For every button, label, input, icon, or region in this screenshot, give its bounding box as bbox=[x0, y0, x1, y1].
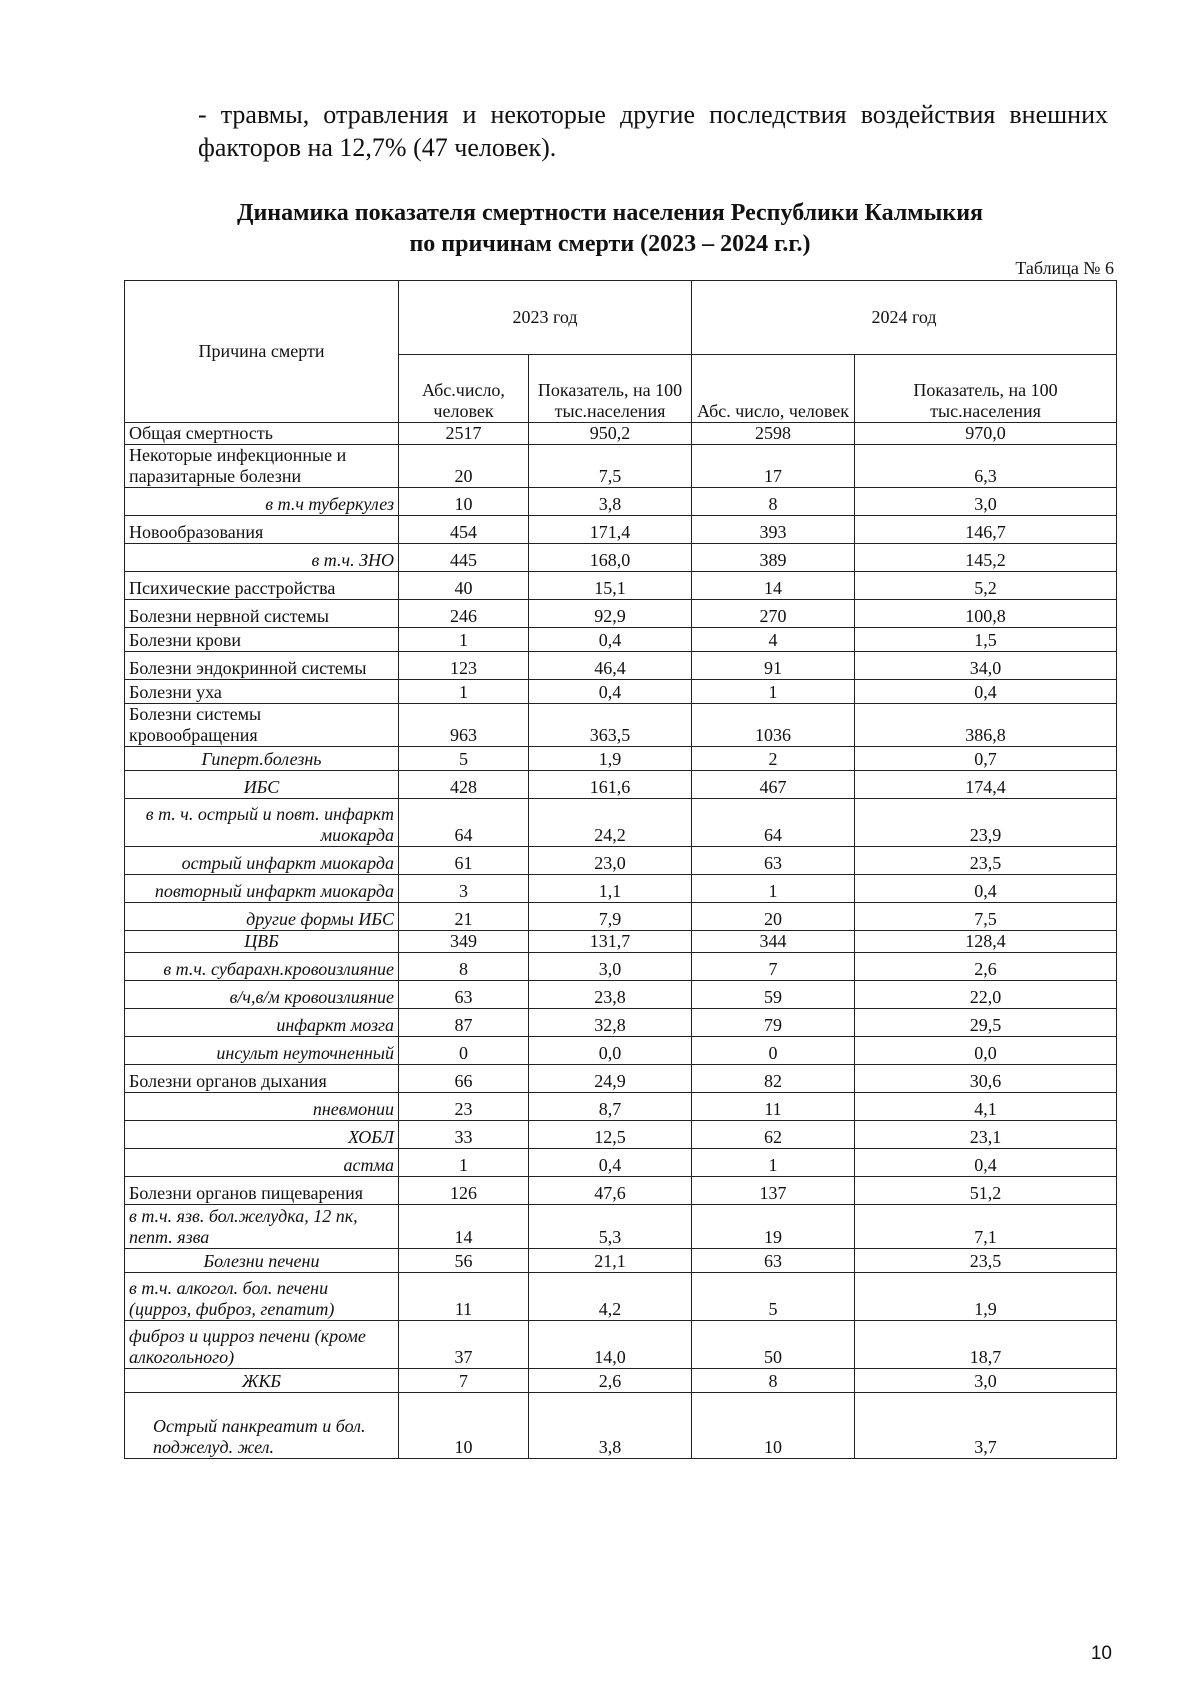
header-rate-2024: Показатель, на 100 тыс.населения bbox=[855, 355, 1117, 423]
rate-2023-cell: 3,0 bbox=[529, 953, 692, 981]
cause-name-cell: ЦВБ bbox=[125, 931, 399, 953]
abs-2023-cell: 963 bbox=[399, 704, 529, 747]
abs-2024-cell: 5 bbox=[692, 1273, 855, 1321]
table-row bbox=[125, 747, 1117, 771]
table-row bbox=[125, 445, 1117, 488]
header-abs-2023: Абс.число, человек bbox=[399, 355, 529, 423]
table-row bbox=[125, 1037, 1117, 1065]
table-row bbox=[125, 903, 1117, 931]
table-row bbox=[125, 875, 1117, 903]
rate-2023-cell: 7,9 bbox=[529, 903, 692, 931]
table-row bbox=[125, 981, 1117, 1009]
rate-2024-cell: 30,6 bbox=[855, 1065, 1117, 1093]
rate-2024-cell: 7,1 bbox=[855, 1205, 1117, 1249]
rate-2023-cell: 0,0 bbox=[529, 1037, 692, 1065]
rate-2023-cell: 0,4 bbox=[529, 1149, 692, 1177]
cause-name-cell: Некоторые инфекционные и паразитарные болезни bbox=[125, 445, 399, 488]
abs-2024-cell: 14 bbox=[692, 572, 855, 600]
rate-2023-cell: 23,0 bbox=[529, 847, 692, 875]
cause-name-cell: повторный инфаркт миокарда bbox=[125, 875, 399, 903]
abs-2024-cell: 467 bbox=[692, 771, 855, 799]
abs-2024-cell: 62 bbox=[692, 1121, 855, 1149]
abs-2023-cell: 123 bbox=[399, 652, 529, 680]
table-body bbox=[125, 423, 1117, 1459]
table-number: Таблица № 6 bbox=[1015, 258, 1114, 278]
rate-2024-cell: 23,1 bbox=[855, 1121, 1117, 1149]
abs-2024-cell: 393 bbox=[692, 516, 855, 544]
abs-2023-cell: 126 bbox=[399, 1177, 529, 1205]
table-row bbox=[125, 799, 1117, 847]
rate-2024-cell: 1,9 bbox=[855, 1273, 1117, 1321]
abs-2024-cell: 10 bbox=[692, 1393, 855, 1459]
rate-2024-cell: 0,4 bbox=[855, 680, 1117, 704]
table-row bbox=[125, 931, 1117, 953]
table-row bbox=[125, 1121, 1117, 1149]
rate-2023-cell: 5,3 bbox=[529, 1205, 692, 1249]
table-title bbox=[130, 198, 1090, 260]
cause-name-cell: ИБС bbox=[125, 771, 399, 799]
abs-2024-cell: 82 bbox=[692, 1065, 855, 1093]
table-row bbox=[125, 1009, 1117, 1037]
abs-2023-cell: 64 bbox=[399, 799, 529, 847]
cause-name-cell: Болезни крови bbox=[125, 628, 399, 652]
rate-2023-cell: 3,8 bbox=[529, 1393, 692, 1459]
abs-2024-cell: 7 bbox=[692, 953, 855, 981]
cause-name-cell: пневмонии bbox=[125, 1093, 399, 1121]
table-row bbox=[125, 652, 1117, 680]
abs-2023-cell: 20 bbox=[399, 445, 529, 488]
cause-name-cell: в т.ч. язв. бол.желудка, 12 пк, пепт. язва bbox=[125, 1205, 399, 1249]
mortality-table bbox=[124, 280, 1117, 1459]
table-row bbox=[125, 1149, 1117, 1177]
abs-2023-cell: 2517 bbox=[399, 423, 529, 445]
cause-name-cell: фиброз и цирроз печени (кроме алкогольного) bbox=[125, 1321, 399, 1369]
table-row bbox=[125, 953, 1117, 981]
cause-name-cell: в т. ч. острый и повт. инфаркт миокарда bbox=[125, 799, 399, 847]
header-cause: Причина смерти bbox=[125, 281, 399, 423]
table-row bbox=[125, 1273, 1117, 1321]
table-row bbox=[125, 628, 1117, 652]
rate-2024-cell: 145,2 bbox=[855, 544, 1117, 572]
cause-name-cell: острый инфаркт миокарда bbox=[125, 847, 399, 875]
rate-2024-cell: 6,3 bbox=[855, 445, 1117, 488]
abs-2024-cell: 2 bbox=[692, 747, 855, 771]
rate-2024-cell: 18,7 bbox=[855, 1321, 1117, 1369]
rate-2023-cell: 161,6 bbox=[529, 771, 692, 799]
rate-2024-cell: 0,4 bbox=[855, 1149, 1117, 1177]
table-row bbox=[125, 680, 1117, 704]
table-row bbox=[125, 1321, 1117, 1369]
abs-2024-cell: 1 bbox=[692, 1149, 855, 1177]
abs-2024-cell: 1036 bbox=[692, 704, 855, 747]
table-row bbox=[125, 771, 1117, 799]
rate-2024-cell: 2,6 bbox=[855, 953, 1117, 981]
rate-2024-cell: 146,7 bbox=[855, 516, 1117, 544]
abs-2024-cell: 59 bbox=[692, 981, 855, 1009]
rate-2023-cell: 21,1 bbox=[529, 1249, 692, 1273]
abs-2023-cell: 33 bbox=[399, 1121, 529, 1149]
rate-2023-cell: 4,2 bbox=[529, 1273, 692, 1321]
table-row bbox=[125, 1093, 1117, 1121]
rate-2023-cell: 171,4 bbox=[529, 516, 692, 544]
abs-2023-cell: 1 bbox=[399, 628, 529, 652]
rate-2024-cell: 29,5 bbox=[855, 1009, 1117, 1037]
abs-2023-cell: 10 bbox=[399, 488, 529, 516]
rate-2023-cell: 3,8 bbox=[529, 488, 692, 516]
page-number: 10 bbox=[1090, 1643, 1112, 1664]
cause-name-cell: инфаркт мозга bbox=[125, 1009, 399, 1037]
cause-name-cell: инсульт неуточненный bbox=[125, 1037, 399, 1065]
abs-2024-cell: 19 bbox=[692, 1205, 855, 1249]
abs-2023-cell: 40 bbox=[399, 572, 529, 600]
header-rate-2023: Показатель, на 100 тыс.населения bbox=[529, 355, 692, 423]
abs-2023-cell: 11 bbox=[399, 1273, 529, 1321]
abs-2023-cell: 349 bbox=[399, 931, 529, 953]
cause-name-cell: Гиперт.болезнь bbox=[125, 747, 399, 771]
abs-2024-cell: 344 bbox=[692, 931, 855, 953]
rate-2023-cell: 8,7 bbox=[529, 1093, 692, 1121]
rate-2023-cell: 47,6 bbox=[529, 1177, 692, 1205]
table-header-row bbox=[125, 281, 1117, 355]
table-row bbox=[125, 847, 1117, 875]
rate-2023-cell: 168,0 bbox=[529, 544, 692, 572]
rate-2024-cell: 970,0 bbox=[855, 423, 1117, 445]
cause-name-cell: Острый панкреатит и бол. поджелуд. жел. bbox=[125, 1393, 399, 1459]
cause-name-cell: Общая смертность bbox=[125, 423, 399, 445]
abs-2023-cell: 1 bbox=[399, 1149, 529, 1177]
rate-2024-cell: 3,0 bbox=[855, 1369, 1117, 1393]
cause-name-cell: в т.ч. ЗНО bbox=[125, 544, 399, 572]
abs-2023-cell: 63 bbox=[399, 981, 529, 1009]
rate-2023-cell: 92,9 bbox=[529, 600, 692, 628]
abs-2024-cell: 8 bbox=[692, 488, 855, 516]
rate-2024-cell: 0,0 bbox=[855, 1037, 1117, 1065]
abs-2024-cell: 1 bbox=[692, 680, 855, 704]
rate-2024-cell: 1,5 bbox=[855, 628, 1117, 652]
rate-2024-cell: 0,4 bbox=[855, 875, 1117, 903]
abs-2024-cell: 1 bbox=[692, 875, 855, 903]
cause-name-cell: в т.ч. алкогол. бол. печени (цирроз, фиброз, гепатит) bbox=[125, 1273, 399, 1321]
rate-2023-cell: 0,4 bbox=[529, 680, 692, 704]
cause-name-cell: астма bbox=[125, 1149, 399, 1177]
abs-2024-cell: 17 bbox=[692, 445, 855, 488]
cause-name-cell: Болезни органов пищеварения bbox=[125, 1177, 399, 1205]
rate-2024-cell: 100,8 bbox=[855, 600, 1117, 628]
cause-name-cell: в т.ч туберкулез bbox=[125, 488, 399, 516]
abs-2024-cell: 63 bbox=[692, 847, 855, 875]
rate-2024-cell: 0,7 bbox=[855, 747, 1117, 771]
rate-2023-cell: 12,5 bbox=[529, 1121, 692, 1149]
cause-name-cell: Новообразования bbox=[125, 516, 399, 544]
rate-2023-cell: 24,9 bbox=[529, 1065, 692, 1093]
abs-2023-cell: 37 bbox=[399, 1321, 529, 1369]
rate-2024-cell: 23,5 bbox=[855, 847, 1117, 875]
rate-2024-cell: 5,2 bbox=[855, 572, 1117, 600]
cause-name-cell: ЖКБ bbox=[125, 1369, 399, 1393]
rate-2024-cell: 22,0 bbox=[855, 981, 1117, 1009]
abs-2023-cell: 21 bbox=[399, 903, 529, 931]
abs-2023-cell: 5 bbox=[399, 747, 529, 771]
rate-2024-cell: 386,8 bbox=[855, 704, 1117, 747]
rate-2023-cell: 24,2 bbox=[529, 799, 692, 847]
abs-2023-cell: 56 bbox=[399, 1249, 529, 1273]
abs-2023-cell: 10 bbox=[399, 1393, 529, 1459]
abs-2023-cell: 66 bbox=[399, 1065, 529, 1093]
rate-2024-cell: 4,1 bbox=[855, 1093, 1117, 1121]
rate-2024-cell: 3,0 bbox=[855, 488, 1117, 516]
abs-2023-cell: 1 bbox=[399, 680, 529, 704]
abs-2024-cell: 4 bbox=[692, 628, 855, 652]
rate-2024-cell: 7,5 bbox=[855, 903, 1117, 931]
table-row bbox=[125, 572, 1117, 600]
abs-2024-cell: 63 bbox=[692, 1249, 855, 1273]
rate-2023-cell: 0,4 bbox=[529, 628, 692, 652]
cause-name-cell: Болезни органов дыхания bbox=[125, 1065, 399, 1093]
rate-2023-cell: 131,7 bbox=[529, 931, 692, 953]
rate-2023-cell: 15,1 bbox=[529, 572, 692, 600]
cause-name-cell: Болезни системы кровообращения bbox=[125, 704, 399, 747]
abs-2024-cell: 0 bbox=[692, 1037, 855, 1065]
rate-2024-cell: 3,7 bbox=[855, 1393, 1117, 1459]
rate-2023-cell: 7,5 bbox=[529, 445, 692, 488]
cause-name-cell: Болезни эндокринной системы bbox=[125, 652, 399, 680]
abs-2023-cell: 454 bbox=[399, 516, 529, 544]
rate-2023-cell: 23,8 bbox=[529, 981, 692, 1009]
cause-name-cell: ХОБЛ bbox=[125, 1121, 399, 1149]
abs-2023-cell: 23 bbox=[399, 1093, 529, 1121]
table-row bbox=[125, 1065, 1117, 1093]
table-row bbox=[125, 423, 1117, 445]
rate-2023-cell: 32,8 bbox=[529, 1009, 692, 1037]
abs-2023-cell: 7 bbox=[399, 1369, 529, 1393]
abs-2024-cell: 389 bbox=[692, 544, 855, 572]
table-row bbox=[125, 1393, 1117, 1459]
abs-2024-cell: 50 bbox=[692, 1321, 855, 1369]
header-year-2023: 2023 год bbox=[399, 281, 692, 355]
rate-2023-cell: 14,0 bbox=[529, 1321, 692, 1369]
abs-2023-cell: 428 bbox=[399, 771, 529, 799]
abs-2024-cell: 270 bbox=[692, 600, 855, 628]
rate-2023-cell: 46,4 bbox=[529, 652, 692, 680]
abs-2023-cell: 246 bbox=[399, 600, 529, 628]
table-row bbox=[125, 516, 1117, 544]
rate-2024-cell: 23,5 bbox=[855, 1249, 1117, 1273]
table-row bbox=[125, 488, 1117, 516]
table-row bbox=[125, 600, 1117, 628]
intro-paragraph: - травмы, отравления и некоторые другие последствия воздействия внешних факторов на 12,7% (47 человек). bbox=[198, 100, 1108, 162]
table-row bbox=[125, 544, 1117, 572]
table-row bbox=[125, 1177, 1117, 1205]
abs-2024-cell: 137 bbox=[692, 1177, 855, 1205]
table-row bbox=[125, 1249, 1117, 1273]
abs-2023-cell: 3 bbox=[399, 875, 529, 903]
cause-name-cell: в т.ч. субарахн.кровоизлияние bbox=[125, 953, 399, 981]
abs-2023-cell: 0 bbox=[399, 1037, 529, 1065]
abs-2023-cell: 445 bbox=[399, 544, 529, 572]
rate-2023-cell: 1,9 bbox=[529, 747, 692, 771]
abs-2024-cell: 79 bbox=[692, 1009, 855, 1037]
cause-name-cell: Болезни уха bbox=[125, 680, 399, 704]
abs-2024-cell: 64 bbox=[692, 799, 855, 847]
rate-2024-cell: 23,9 bbox=[855, 799, 1117, 847]
rate-2023-cell: 363,5 bbox=[529, 704, 692, 747]
header-abs-2024: Абс. число, человек bbox=[692, 355, 855, 423]
cause-name-cell: Психические расстройства bbox=[125, 572, 399, 600]
abs-2024-cell: 2598 bbox=[692, 423, 855, 445]
abs-2023-cell: 14 bbox=[399, 1205, 529, 1249]
cause-name-cell: в/ч,в/м кровоизлияние bbox=[125, 981, 399, 1009]
table-row bbox=[125, 1369, 1117, 1393]
cause-name-cell: Болезни печени bbox=[125, 1249, 399, 1273]
rate-2024-cell: 34,0 bbox=[855, 652, 1117, 680]
rate-2024-cell: 128,4 bbox=[855, 931, 1117, 953]
abs-2024-cell: 11 bbox=[692, 1093, 855, 1121]
rate-2024-cell: 51,2 bbox=[855, 1177, 1117, 1205]
table-row bbox=[125, 704, 1117, 747]
header-year-2024: 2024 год bbox=[692, 281, 1117, 355]
rate-2023-cell: 1,1 bbox=[529, 875, 692, 903]
cause-name-cell: другие формы ИБС bbox=[125, 903, 399, 931]
abs-2024-cell: 8 bbox=[692, 1369, 855, 1393]
abs-2024-cell: 91 bbox=[692, 652, 855, 680]
rate-2023-cell: 950,2 bbox=[529, 423, 692, 445]
abs-2023-cell: 8 bbox=[399, 953, 529, 981]
rate-2024-cell: 174,4 bbox=[855, 771, 1117, 799]
abs-2023-cell: 61 bbox=[399, 847, 529, 875]
cause-name-cell: Болезни нервной системы bbox=[125, 600, 399, 628]
table-title-line1: Динамика показателя смертности населения Республики Калмыкия bbox=[236, 200, 984, 226]
rate-2023-cell: 2,6 bbox=[529, 1369, 692, 1393]
abs-2024-cell: 20 bbox=[692, 903, 855, 931]
abs-2023-cell: 87 bbox=[399, 1009, 529, 1037]
table-title-line2: по причинам смерти (2023 – 2024 г.г.) bbox=[409, 231, 811, 257]
table-row bbox=[125, 1205, 1117, 1249]
